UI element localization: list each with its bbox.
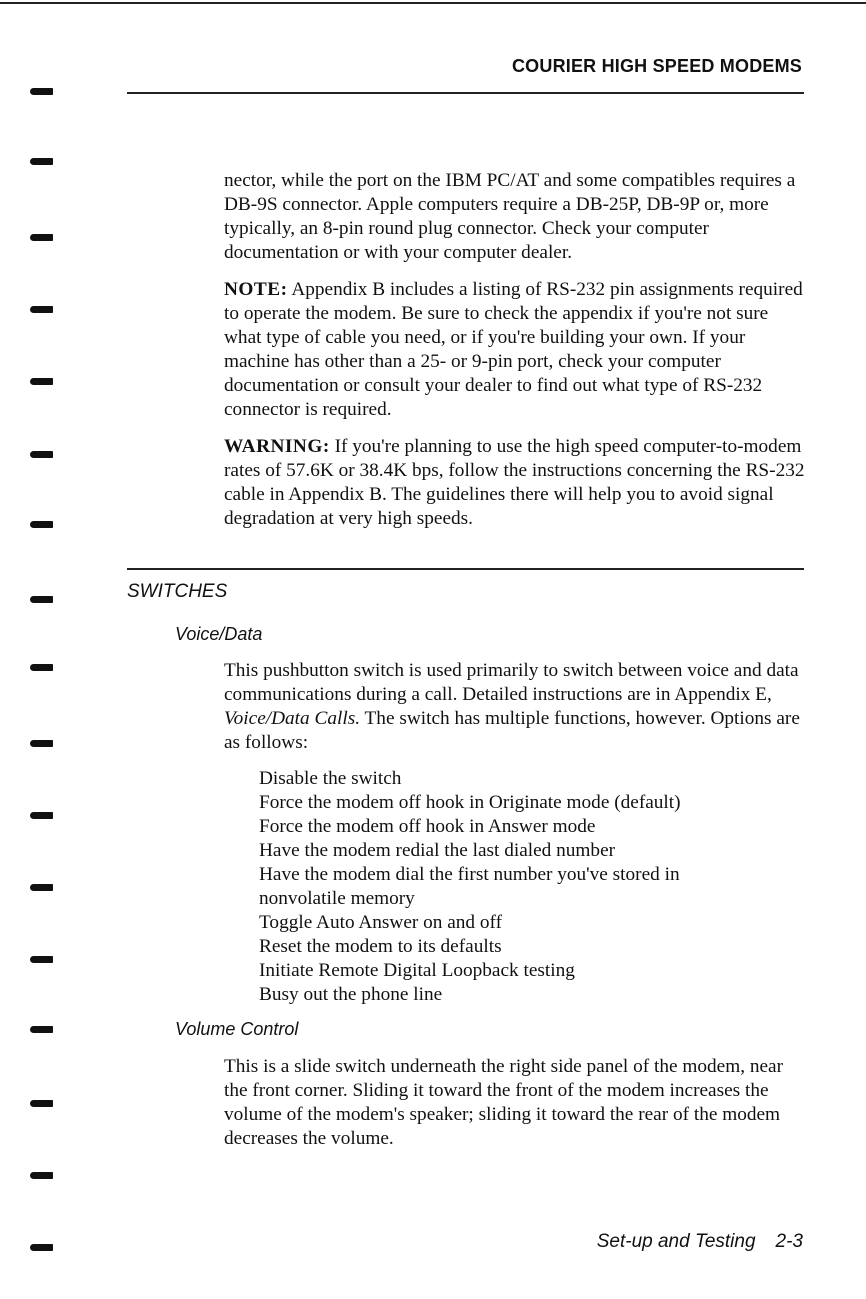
page-footer — [597, 1231, 803, 1253]
paragraph-text: nector, while the port on the IBM PC/AT and some compatibles requires a DB-9S connector. Apple computers require a DB-25P, DB-9P or, more typically, an 8-pin round plug connector. Check your computer documentation or with your computer dealer. — [224, 170, 796, 263]
binding-mark — [30, 378, 53, 385]
binding-mark — [30, 88, 53, 95]
binding-mark — [30, 158, 53, 165]
footer-section-title: Set-up and Testing — [596, 1231, 756, 1252]
voice-data-paragraph — [224, 659, 806, 755]
warning-label: WARNING: — [224, 436, 330, 457]
warning-paragraph — [224, 435, 806, 531]
subheading-voice-data: Voice/Data — [175, 624, 263, 644]
section-rule — [127, 568, 804, 570]
list-item: Have the modem dial the first number you've stored in — [259, 864, 680, 885]
voice-data-text-continued: The switch has multiple functions, however. Options are as follows: — [224, 708, 800, 753]
binding-mark — [30, 664, 53, 671]
list-item: Toggle Auto Answer on and off — [259, 912, 503, 933]
list-item-continuation: nonvolatile memory — [259, 888, 415, 909]
running-header: COURIER HIGH SPEED MODEMS — [511, 56, 802, 76]
binding-mark — [30, 740, 53, 747]
top-border-rule — [0, 2, 866, 4]
paragraph-connector — [224, 169, 806, 265]
list-item: Have the modem redial the last dialed number — [259, 840, 616, 861]
binding-mark — [30, 1172, 53, 1179]
note-paragraph — [224, 278, 806, 422]
binding-mark — [30, 956, 53, 963]
binding-mark — [30, 1244, 53, 1251]
binding-mark — [30, 306, 53, 313]
voice-data-text: This pushbutton switch is used primarily to switch between voice and data communications during a call. Detailed instructions are in Appendix E, — [224, 660, 799, 705]
binding-mark — [30, 884, 53, 891]
volume-control-text: This is a slide switch underneath the right side panel of the modem, near the front corner. Sliding it toward the front of the modem increases the volume of the modem's speaker; sliding it toward the rear of the modem decreases the volume. — [224, 1056, 784, 1149]
list-item: Busy out the phone line — [259, 984, 443, 1005]
page-number: 2-3 — [775, 1231, 803, 1252]
note-label: NOTE: — [224, 279, 288, 300]
binding-mark — [30, 451, 53, 458]
note-text: Appendix B includes a listing of RS-232 pin assignments required to operate the modem. Be sure to check the appendix if you're not sure what type of cable you need, or if you're building your own. If your machine has other than a 25- or 9-pin port, check your computer documentation or consult your dealer to find out what type of RS-232 connector is required. — [224, 279, 803, 420]
appendix-reference: Voice/Data Calls. — [224, 708, 361, 729]
list-item: Force the modem off hook in Originate mode (default) — [259, 792, 681, 813]
switch-options-list — [259, 767, 799, 1007]
list-item: Disable the switch — [259, 768, 402, 789]
binding-mark — [30, 234, 53, 241]
volume-control-paragraph — [224, 1055, 806, 1151]
list-item: Initiate Remote Digital Loopback testing — [259, 960, 575, 981]
warning-text: If you're planning to use the high speed computer-to-modem rates of 57.6K or 38.4K bps, follow the instructions concerning the RS-232 cable in Appendix B. The guidelines there will help you to avoid signal degradation at very high speeds. — [224, 436, 805, 529]
binding-mark — [30, 596, 53, 603]
list-item: Reset the modem to its defaults — [259, 936, 502, 957]
header-rule — [127, 92, 804, 94]
binding-mark — [30, 1100, 53, 1107]
section-heading: SWITCHES — [127, 581, 228, 602]
binding-mark — [30, 812, 53, 819]
binding-mark — [30, 521, 53, 528]
list-item: Force the modem off hook in Answer mode — [259, 816, 596, 837]
subheading-volume-control: Volume Control — [175, 1019, 299, 1039]
binding-mark — [30, 1026, 53, 1033]
